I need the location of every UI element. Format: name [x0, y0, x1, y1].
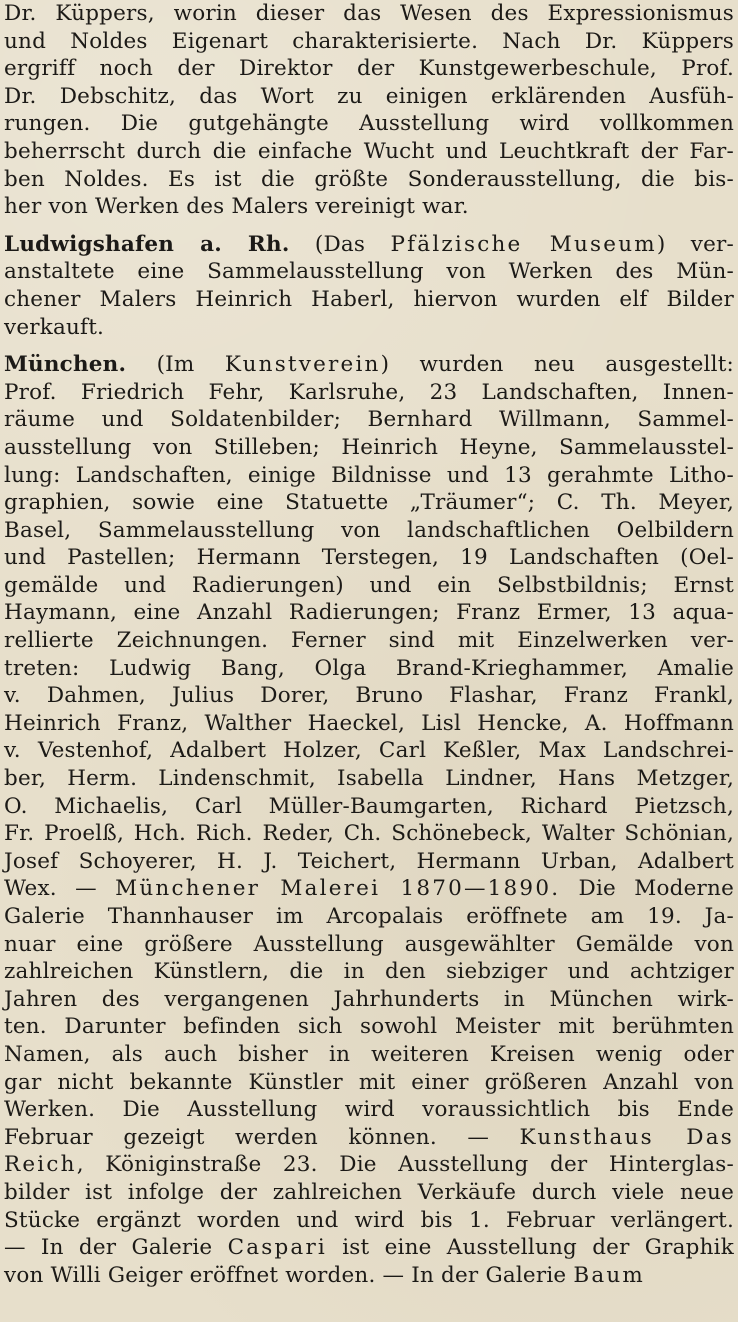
text-segment: graphien, sowie eine Statuette „Träumer“; C. Th. Meyer,: [4, 490, 734, 516]
text-line: [4, 83, 734, 111]
text-line: [4, 166, 734, 194]
text-segment: gar nicht bekannte Künstler mit einer größeren Anzahl von: [4, 1069, 734, 1095]
text-segment: her von Werken des Malers vereinigt war.: [4, 194, 469, 220]
text-line: [4, 258, 734, 286]
text-line: [4, 28, 734, 56]
paragraph-p1: [4, 0, 734, 221]
text-segment: rungen. Die gutgehängte Ausstellung wird vollkommen: [4, 111, 734, 137]
text-line: [4, 517, 734, 545]
text-line: [4, 1096, 734, 1124]
text-line: [4, 1234, 734, 1262]
text-segment: Galerie Thannhauser im Arcopalais eröffnete am 19. Ja-: [4, 904, 734, 929]
text-line: [4, 462, 734, 490]
text-segment: rellierte Zeichnungen. Ferner sind mit Einzelwerken ver-: [4, 628, 734, 654]
text-line: [4, 903, 734, 931]
text-column: [4, 0, 734, 1289]
text-segment: Josef Schoyerer, H. J. Teichert, Hermann Urban, Adalbert: [4, 848, 734, 874]
text-line: [4, 0, 734, 28]
text-segment: ausstellung von Stilleben; Heinrich Heyne, Sammelausstel-: [4, 434, 734, 460]
text-segment: gemälde und Radierungen) und ein Selbstbildnis; Ernst: [4, 572, 734, 598]
text-line: [4, 138, 734, 166]
text-segment: ten. Darunter befinden sich sowohl Meister mit berühmten: [4, 1014, 734, 1040]
text-line: [4, 682, 734, 710]
text-line: [4, 765, 734, 793]
text-segment: , Königinstraße 23. Die Ausstellung der Hinterglas-: [76, 1152, 734, 1178]
text-segment: ) wurden neu ausgestellt:: [380, 352, 734, 378]
paragraph-gap: [4, 341, 734, 351]
text-segment: bilder ist infolge der zahlreichen Verkäufe durch viele neue: [4, 1179, 734, 1205]
text-segment: anstaltete eine Sammelausstellung von Werken des Mün-: [4, 259, 734, 285]
spaced-emphasis: Baum: [573, 1262, 646, 1288]
text-segment: zahlreichen Künstlern, die in den siebziger und achtziger: [4, 959, 734, 985]
text-line: [4, 110, 734, 138]
text-line: [4, 351, 734, 379]
text-line: [4, 599, 734, 627]
text-line: [4, 544, 734, 572]
text-line: [4, 1262, 734, 1290]
spaced-emphasis: Kunstverein: [224, 352, 381, 378]
text-line: [4, 875, 734, 903]
text-segment: (Das: [289, 231, 391, 257]
text-line: [4, 572, 734, 600]
paragraph-p2: [4, 231, 734, 341]
text-segment: Dr. Küppers, worin dieser das Wesen des Expressionismus: [4, 1, 734, 26]
text-line: [4, 314, 734, 342]
text-segment: ber, Herm. Lindenschmit, Isabella Lindner, Hans Metzger,: [4, 766, 734, 792]
text-segment: Namen, als auch bisher in weiteren Kreisen wenig oder: [4, 1041, 734, 1067]
text-line: [4, 958, 734, 986]
paragraph-p3: [4, 351, 734, 1289]
text-line: [4, 710, 734, 738]
text-segment: v. Vestenhof, Adalbert Holzer, Carl Keßler, Max Landschrei-: [4, 738, 734, 764]
text-line: [4, 1069, 734, 1097]
place-heading: München.: [4, 352, 127, 378]
text-line: [4, 286, 734, 314]
text-segment: Fr. Proelß, Hch. Rich. Reder, Ch. Schönebeck, Walter Schönian,: [4, 821, 734, 847]
text-segment: (Im: [126, 352, 225, 378]
text-segment: — In der Galerie: [4, 1235, 228, 1261]
text-segment: Prof. Friedrich Fehr, Karlsruhe, 23 Landschaften, Innen-: [4, 379, 734, 405]
text-segment: verkauft.: [4, 314, 105, 340]
text-line: [4, 848, 734, 876]
text-segment: von Willi Geiger eröffnet worden. — In der Galerie: [4, 1262, 574, 1288]
text-segment: chener Malers Heinrich Haberl, hiervon wurden elf Bilder: [4, 286, 734, 312]
text-line: [4, 655, 734, 683]
text-line: [4, 1124, 734, 1152]
place-heading: Ludwigshafen a. Rh.: [4, 231, 290, 257]
text-segment: räume und Soldatenbilder; Bernhard Willmann, Sammel-: [4, 407, 734, 433]
text-segment: Wex. —: [4, 876, 116, 902]
text-segment: ben Noldes. Es ist die größte Sonderausstellung, die bis-: [4, 166, 734, 192]
spaced-emphasis: Pfälzische Museum: [390, 231, 657, 257]
text-segment: ) ver-: [656, 231, 735, 257]
text-line: [4, 820, 734, 848]
spaced-emphasis: Caspari: [227, 1235, 327, 1261]
text-segment: beherrscht durch die einfache Wucht und Leuchtkraft der Far-: [4, 138, 734, 164]
text-segment: treten: Ludwig Bang, Olga Brand-Krieghammer, Amalie: [4, 655, 734, 681]
text-segment: Stücke ergänzt worden und wird bis 1. Februar verlängert.: [4, 1207, 734, 1233]
spaced-emphasis: Reich: [4, 1152, 77, 1178]
text-line: [4, 489, 734, 517]
spaced-emphasis: Münchener Malerei 1870—1890.: [115, 876, 561, 902]
text-segment: und Pastellen; Hermann Terstegen, 19 Landschaften (Oel-: [4, 545, 734, 571]
text-segment: Jahren des vergangenen Jahrhunderts in München wirk-: [4, 986, 734, 1012]
text-segment: Februar gezeigt werden können. —: [4, 1124, 520, 1150]
text-line: [4, 406, 734, 434]
text-line: [4, 231, 734, 259]
text-line: [4, 1013, 734, 1041]
text-line: [4, 1041, 734, 1069]
paragraph-gap: [4, 221, 734, 231]
text-line: [4, 1207, 734, 1235]
text-line: [4, 793, 734, 821]
text-segment: Werken. Die Ausstellung wird voraussichtlich bis Ende: [4, 1097, 734, 1123]
text-segment: nuar eine größere Ausstellung ausgewählter Gemälde von: [4, 931, 734, 957]
text-segment: ergriff noch der Direktor der Kunstgewerbeschule, Prof.: [4, 56, 734, 82]
text-line: [4, 931, 734, 959]
text-segment: Die Moderne: [560, 876, 734, 902]
text-line: [4, 986, 734, 1014]
text-line: [4, 55, 734, 83]
text-line: [4, 379, 734, 407]
text-segment: Haymann, eine Anzahl Radierungen; Franz Ermer, 13 aqua-: [4, 600, 734, 626]
text-line: [4, 193, 734, 221]
text-segment: v. Dahmen, Julius Dorer, Bruno Flashar, Franz Frankl,: [4, 683, 734, 709]
text-segment: Dr. Debschitz, das Wort zu einigen erklärenden Ausfüh-: [4, 83, 734, 109]
text-segment: und Noldes Eigenart charakterisierte. Nach Dr. Küppers: [4, 28, 734, 54]
text-line: [4, 737, 734, 765]
text-line: [4, 1151, 734, 1179]
text-segment: ist eine Ausstellung der Graphik: [327, 1235, 734, 1261]
text-segment: Heinrich Franz, Walther Haeckel, Lisl Hencke, A. Hoffmann: [4, 710, 734, 736]
spaced-emphasis: Kunsthaus Das: [519, 1124, 734, 1150]
text-segment: O. Michaelis, Carl Müller-Baumgarten, Richard Pietzsch,: [4, 793, 734, 819]
text-line: [4, 627, 734, 655]
text-segment: lung: Landschaften, einige Bildnisse und 13 gerahmte Litho-: [4, 462, 734, 488]
text-segment: Basel, Sammelausstellung von landschaftlichen Oelbildern: [4, 517, 734, 543]
text-line: [4, 434, 734, 462]
text-line: [4, 1179, 734, 1207]
